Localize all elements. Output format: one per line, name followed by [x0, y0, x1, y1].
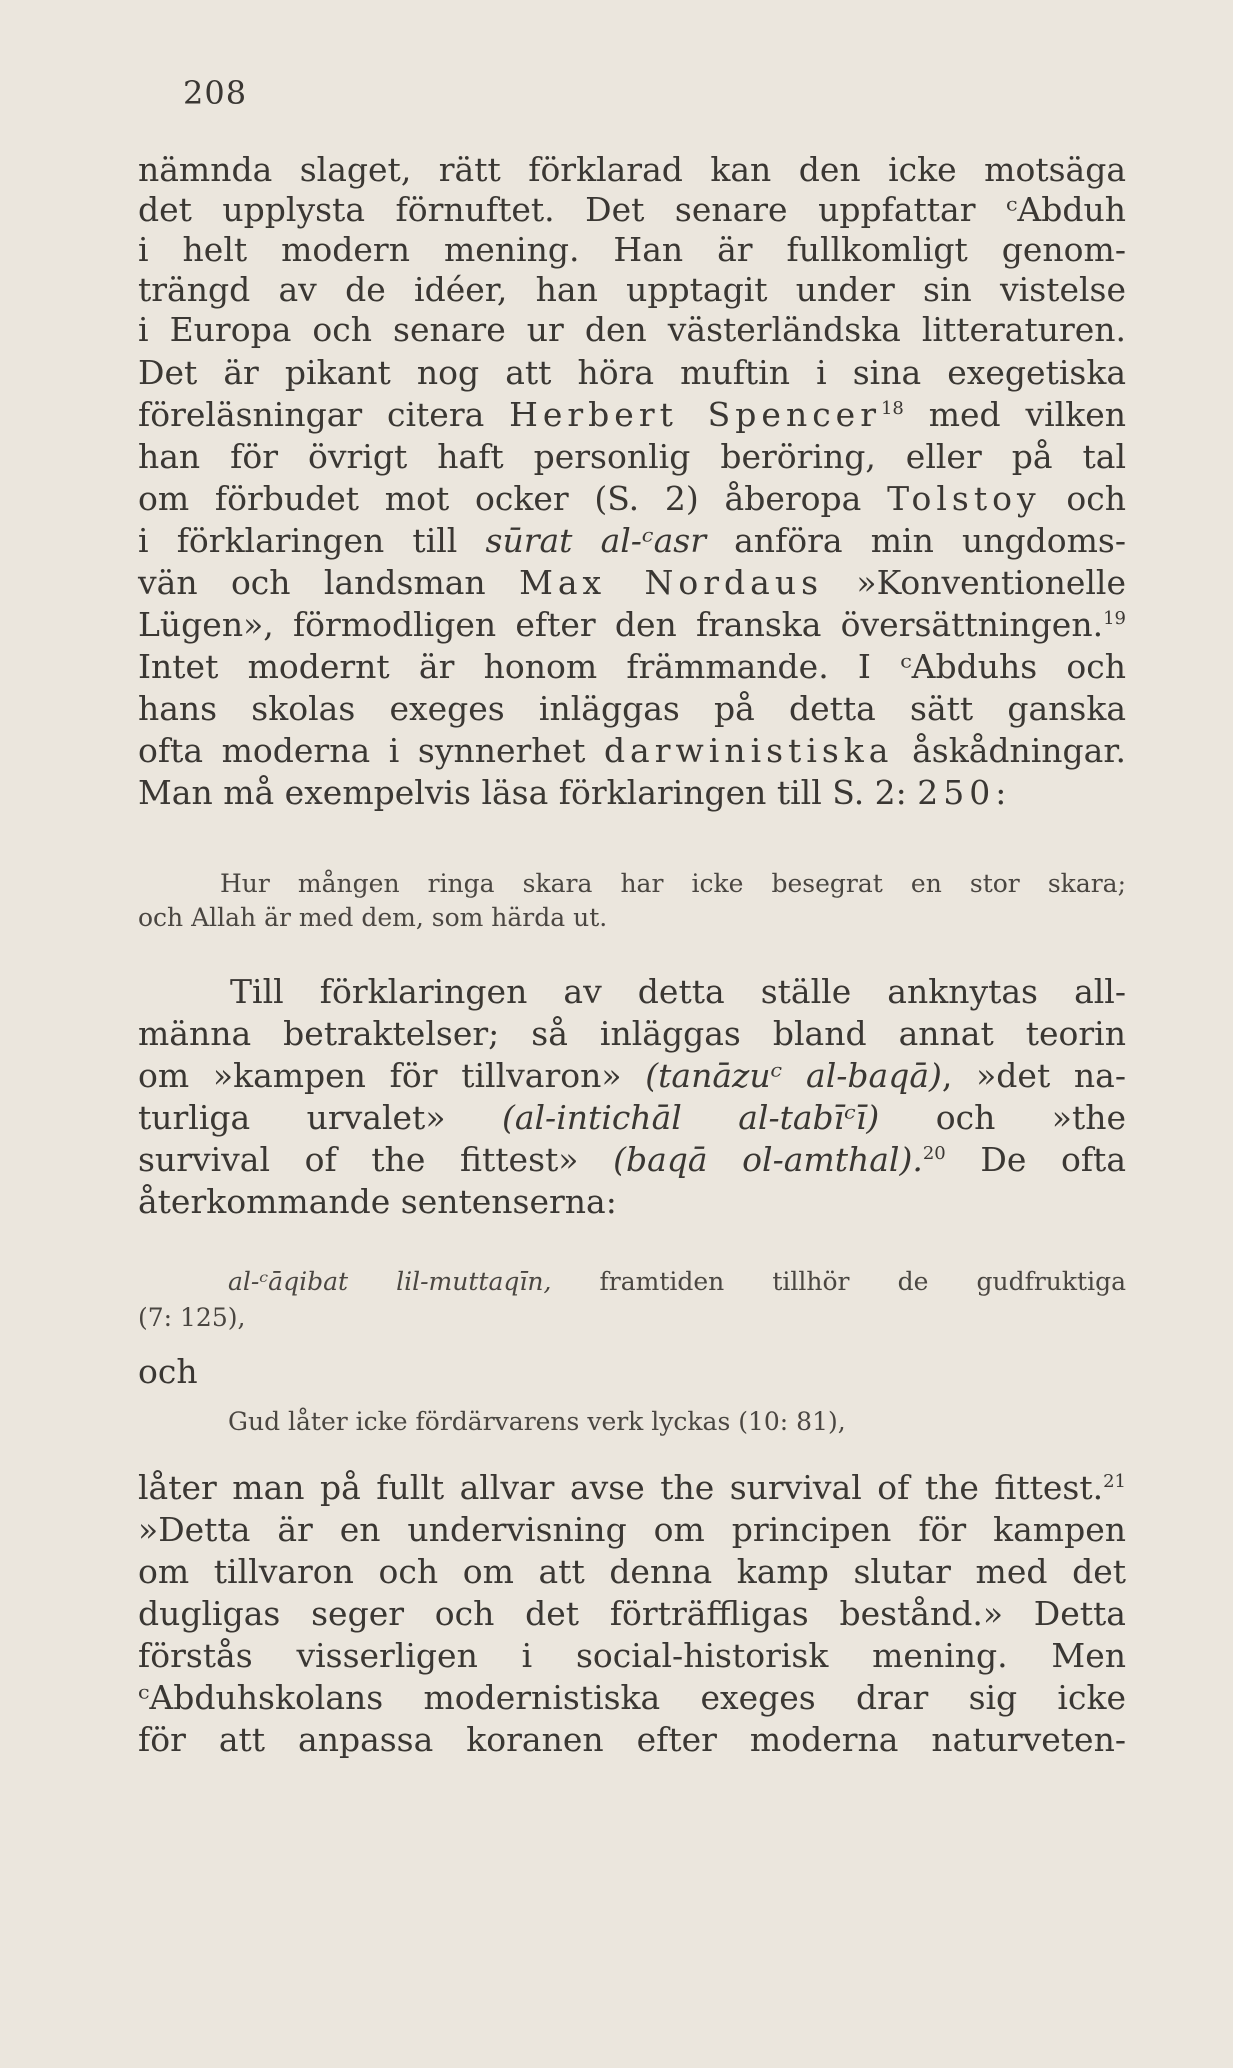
text-line: återkommande sentenserna: [138, 1182, 617, 1221]
spaced-word: darwinistiska [603, 731, 894, 770]
text-line: vän och landsman Max Nordaus »Konventionelle [138, 563, 1126, 602]
text-line: om förbudet mot ocker (S. 2) åberopa Tolstoy och [138, 479, 1126, 518]
footnote-ref: 18 [880, 398, 904, 419]
text-line: i förklaringen till sūrat al-ᶜasr anföra min ungdoms- [138, 521, 1126, 560]
text-line: dugligas seger och det förträffligas bestånd.» Detta [138, 1594, 1126, 1633]
transliteration: (al-intichāl al-tabīᶜī) [501, 1098, 880, 1137]
text-line: »Detta är en undervisning om principen för kampen [138, 1510, 1126, 1549]
text-line: om tillvaron och om att denna kamp slutar med det [138, 1552, 1126, 1591]
text-line: nämnda slaget, rätt förklarad kan den icke motsäga [138, 150, 1126, 189]
transliteration: al-ᶜāqibat lil-muttaqīn, [228, 1267, 552, 1296]
text-line: och [138, 1352, 198, 1391]
text-line: Lügen», förmodligen efter den franska översättningen.$^{19}$ [138, 605, 1126, 644]
text-line: föreläsningar citera Herbert Spencer$^{18}$ med vilken [138, 395, 1126, 434]
verse-number: 250 [917, 773, 996, 812]
transliteration: sūrat al-ᶜasr [485, 521, 706, 560]
text-line: det upplysta förnuftet. Det senare uppfattar ᶜAbduh [138, 190, 1126, 229]
text-line: trängd av de idéer, han upptagit under sin vistelse [138, 270, 1126, 309]
text-line: för att anpassa koranen efter moderna naturveten- [138, 1720, 1126, 1759]
text-line: han för övrigt haft personlig beröring, eller på tal [138, 437, 1126, 476]
verse-line: Gud låter icke fördärvarens verk lyckas (10: 81), [228, 1407, 846, 1436]
text-line: turliga urvalet» (al-intichāl al-tabīᶜī) och »the [138, 1098, 1127, 1137]
page-number: 208 [183, 74, 248, 112]
spaced-name: Max Nordaus [519, 563, 824, 602]
quote-line: Hur mången ringa skara har icke besegrat en stor skara; [220, 869, 1126, 898]
transliteration: (tanāzuᶜ al-baqā) [645, 1056, 942, 1095]
text-line: i helt modern mening. Han är fullkomligt genom- [138, 230, 1126, 269]
text-line: survival of the fittest» (baqā ol-amthal).$^{20}$ De ofta [138, 1140, 1126, 1179]
text-line: Man må exempelvis läsa förklaringen till S. 2: 250: [138, 773, 1007, 812]
text-line: Till förklaringen av detta ställe anknytas all- [230, 972, 1126, 1011]
text-line: ᶜAbduhskolans modernistiska exeges drar sig icke [138, 1678, 1126, 1717]
text-line: låter man på fullt allvar avse the survival of the fittest.$^{21}$ [138, 1468, 1126, 1507]
text-line: Det är pikant nog att höra muftin i sina exegetiska [138, 353, 1126, 392]
footnote-ref: 21 [1103, 1471, 1126, 1492]
spaced-name: Herbert Spencer [509, 395, 881, 434]
verse-reference: (7: 125), [138, 1303, 246, 1332]
verse-line: al-ᶜāqibat lil-muttaqīn, framtiden tillhör de gudfruktiga [228, 1267, 1126, 1296]
text-line: Intet modernt är honom främmande. I ᶜAbduhs och [138, 647, 1126, 686]
text-line: hans skolas exeges inläggas på detta sätt ganska [138, 689, 1126, 728]
text-line: om »kampen för tillvaron» (tanāzuᶜ al-baqā), »det na- [138, 1056, 1127, 1095]
text-line: ofta moderna i synnerhet darwinistiska åskådningar. [138, 731, 1126, 770]
footnote-ref: 20 [922, 1143, 946, 1164]
text-line: i Europa och senare ur den västerländska litteraturen. [138, 310, 1126, 349]
text-line: männa betraktelser; så inläggas bland annat teorin [138, 1014, 1126, 1053]
quote-line: och Allah är med dem, som härda ut. [138, 903, 608, 932]
footnote-ref: 19 [1103, 608, 1126, 629]
transliteration: (baqā ol-amthal). [613, 1140, 923, 1179]
spaced-name: Tolstoy [887, 479, 1041, 518]
text-line: förstås visserligen i social-historisk mening. Men [138, 1636, 1126, 1675]
